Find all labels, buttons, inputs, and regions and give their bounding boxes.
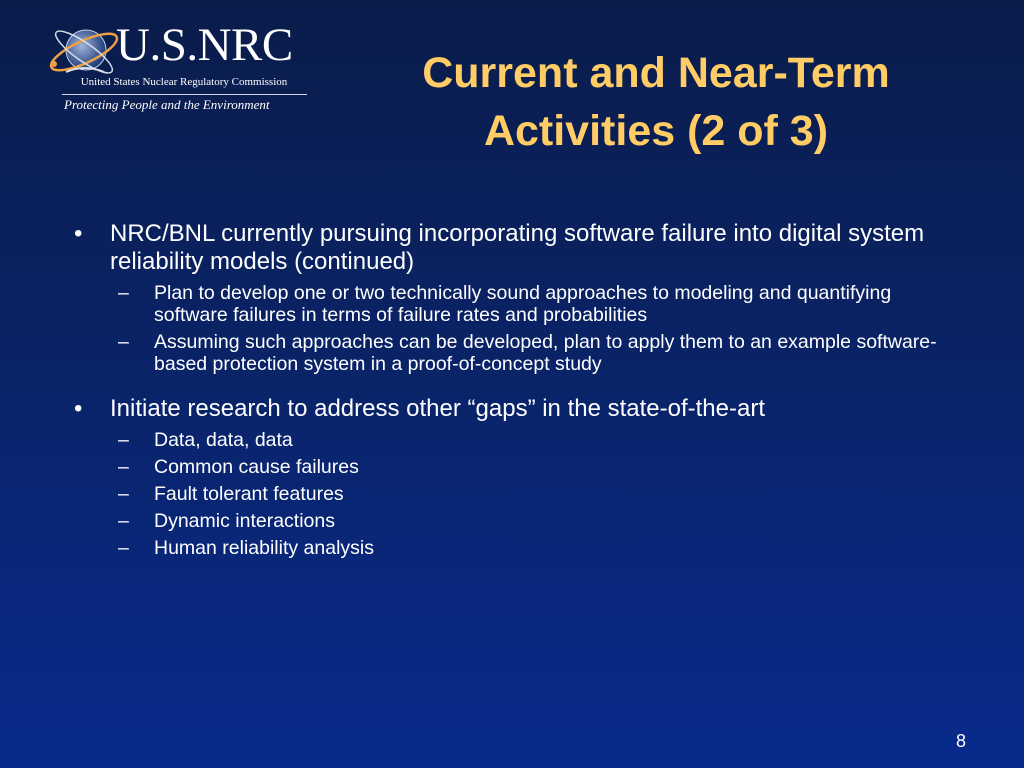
sub-bullet-item	[70, 429, 950, 451]
sub-bullet-text: Human reliability analysis	[154, 537, 375, 559]
title-line-2: Activities (2 of 3)	[483, 107, 829, 155]
logo-wordmark: U.S.NRC	[116, 19, 293, 71]
bullet-item	[70, 220, 950, 276]
title-line-1: Current and Near-Term	[422, 49, 890, 97]
sub-bullet-text: Common cause failures	[154, 456, 359, 478]
slide-title	[336, 44, 976, 160]
logo-tagline: Protecting People and the Environment	[64, 97, 270, 112]
bullet-list	[70, 220, 950, 567]
sub-bullet-item	[70, 537, 950, 559]
nrc-logo	[44, 14, 314, 118]
bullet-text: Initiate research to address other “gaps” in the state-of-the-art	[110, 395, 765, 422]
sub-bullet-marker: –	[118, 483, 129, 505]
sub-bullet-item	[70, 456, 950, 478]
sub-bullet-list	[70, 429, 950, 559]
sub-bullet-text: Assuming such approaches can be developed, plan to apply them to an example software-based protection system in a proof-of-concept study	[154, 331, 937, 375]
sub-bullet-marker: –	[118, 331, 129, 353]
sub-bullet-item	[70, 510, 950, 532]
sub-bullet-marker: –	[118, 537, 129, 559]
sub-bullet-marker: –	[118, 429, 129, 451]
sub-bullet-item	[70, 282, 950, 326]
sub-bullet-text: Plan to develop one or two technically sound approaches to modeling and quantifying software failures in terms of failure rates and probabilities	[154, 282, 892, 326]
sub-bullet-marker: –	[118, 510, 129, 532]
page-number: 8	[955, 731, 966, 751]
bullet-marker: •	[74, 395, 83, 422]
spacer	[70, 383, 950, 395]
sub-bullet-item	[70, 483, 950, 505]
bullet-item	[70, 395, 950, 423]
sub-bullet-text: Data, data, data	[154, 429, 293, 451]
sub-bullet-list	[70, 282, 950, 375]
logo-subtitle: United States Nuclear Regulatory Commission	[80, 76, 288, 88]
sub-bullet-item	[70, 331, 950, 375]
sub-bullet-text: Dynamic interactions	[154, 510, 335, 532]
sub-bullet-marker: –	[118, 282, 129, 304]
sub-bullet-text: Fault tolerant features	[154, 483, 344, 505]
sub-bullet-marker: –	[118, 456, 129, 478]
bullet-text: NRC/BNL currently pursuing incorporating software failure into digital system reliability models (continued)	[110, 220, 925, 275]
bullet-marker: •	[74, 220, 83, 247]
logo-divider	[62, 94, 307, 95]
